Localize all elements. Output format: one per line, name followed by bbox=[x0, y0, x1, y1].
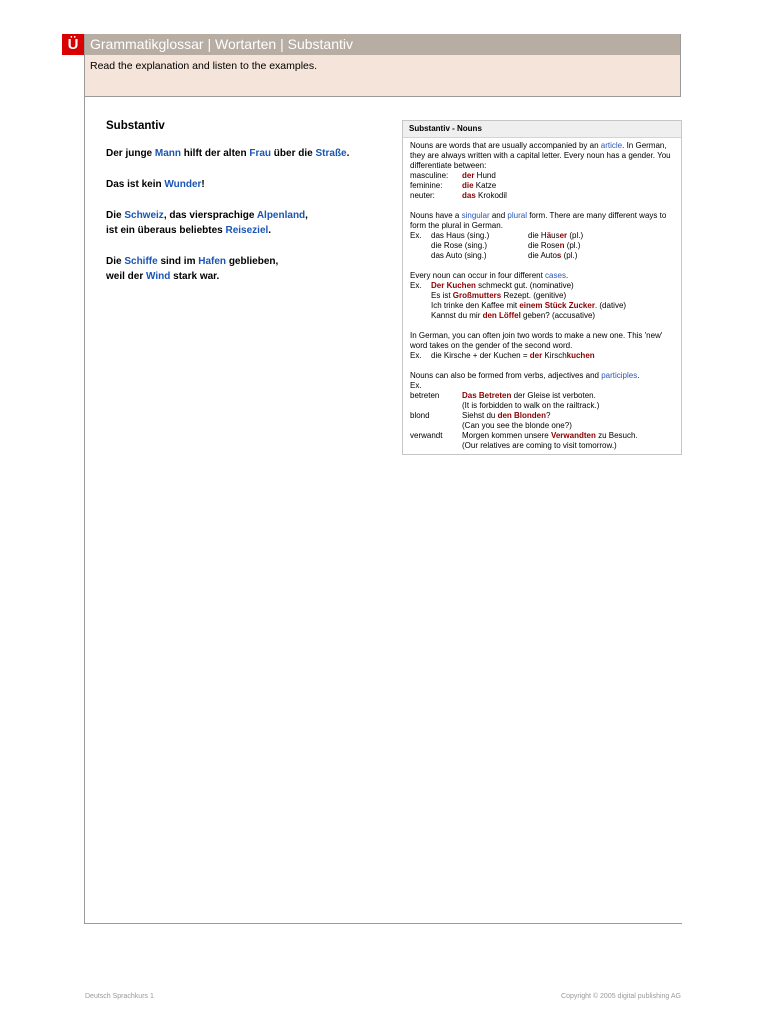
plural-link[interactable]: plural bbox=[507, 211, 527, 220]
text: Das ist kein bbox=[106, 179, 165, 190]
cases-link[interactable]: cases bbox=[545, 271, 566, 280]
singular-link[interactable]: singular bbox=[461, 211, 490, 220]
gender-row bbox=[410, 171, 675, 181]
noun-link-hafen[interactable]: Hafen bbox=[198, 256, 227, 267]
title-bar bbox=[85, 34, 681, 55]
compound-row: Ex. die Kirsche + der Kuchen = der Kirschkuchen bbox=[410, 351, 595, 360]
ex-label: Ex. bbox=[410, 231, 422, 240]
example-sentence-1 bbox=[106, 146, 386, 161]
noun-link-reiseziel[interactable]: Reiseziel bbox=[225, 225, 269, 236]
noun: Krokodil bbox=[475, 191, 507, 200]
text: , das viersprachige bbox=[163, 210, 257, 221]
plural-row bbox=[410, 251, 675, 261]
singular: das Haus (sing.) bbox=[431, 231, 490, 240]
article-link[interactable]: article bbox=[600, 141, 623, 150]
text: Every noun can occur in four different bbox=[410, 271, 546, 280]
noun: Hund bbox=[474, 171, 496, 180]
example-sentence-4b bbox=[106, 269, 386, 284]
text: . bbox=[637, 371, 640, 380]
instruction-text: Read the explanation and listen to the examples. bbox=[90, 60, 318, 72]
example-sentence-3 bbox=[106, 208, 386, 223]
ex-label: Ex. bbox=[410, 351, 422, 360]
noun: Katze bbox=[473, 181, 497, 190]
text: hilft der alten bbox=[181, 148, 250, 159]
footer-copyright: Copyright © 2005 digital publishing AG bbox=[561, 993, 681, 1000]
noun-link-mann[interactable]: Mann bbox=[154, 148, 182, 159]
text: Der junge bbox=[106, 148, 155, 159]
formation-translation: (It is forbidden to walk on the railtrack.) bbox=[462, 401, 600, 410]
text: . bbox=[565, 271, 569, 280]
case-row: Kannst du mir den Löffel geben? (accusative) bbox=[431, 311, 596, 320]
text: Die bbox=[106, 210, 125, 221]
text: weil der bbox=[106, 271, 147, 282]
text: . bbox=[268, 225, 272, 236]
text: Nouns are words that are usually accompanied by an bbox=[410, 141, 601, 150]
gender-row bbox=[410, 181, 675, 191]
singular: das Auto (sing.) bbox=[431, 251, 487, 260]
paragraph-plural bbox=[410, 211, 675, 231]
formation-translation: (Can you see the blonde one?) bbox=[462, 421, 572, 430]
text: Nouns have a bbox=[410, 211, 462, 220]
text: . bbox=[346, 148, 350, 159]
text: . In German, they are always written with a capital letter. Every noun has a gender. You differentiate between: bbox=[410, 141, 671, 170]
paragraph-formation bbox=[410, 371, 675, 381]
breadcrumb: Grammatikglossar | Wortarten | Substantiv bbox=[90, 36, 353, 52]
formation-row: betreten Das Betreten der Gleise ist verboten. bbox=[410, 391, 596, 400]
singular: die Rose (sing.) bbox=[431, 241, 488, 250]
paragraph-cases bbox=[410, 271, 675, 281]
info-box-title: Substantiv - Nouns bbox=[403, 121, 681, 138]
text: sind im bbox=[157, 256, 199, 267]
info-box-body bbox=[403, 138, 681, 451]
noun-link-wunder[interactable]: Wunder bbox=[164, 179, 202, 190]
examples-heading: Substantiv bbox=[106, 120, 165, 132]
exercise-badge: Ü bbox=[62, 34, 84, 55]
formation-translation: (Our relatives are coming to visit tomorrow.) bbox=[462, 441, 617, 450]
text: Die bbox=[106, 256, 125, 267]
text: ! bbox=[201, 179, 205, 190]
text: form. There are many different ways to form the plural in German. bbox=[410, 211, 667, 230]
gender-label: feminine: bbox=[410, 181, 443, 190]
text: and bbox=[489, 211, 508, 220]
gender-label: masculine: bbox=[410, 171, 449, 180]
formation-row: blond Siehst du den Blonden? bbox=[410, 411, 551, 420]
instruction-bar bbox=[85, 55, 681, 97]
noun-link-strasse[interactable]: Straße bbox=[315, 148, 347, 159]
case-row: Ex. Der Kuchen schmeckt gut. (nominative) bbox=[410, 281, 574, 290]
gender-row bbox=[410, 191, 675, 201]
footer-course-title: Deutsch Sprachkurs 1 bbox=[85, 993, 154, 1000]
paragraph-gender bbox=[410, 141, 675, 171]
text: über die bbox=[271, 148, 316, 159]
ex-label: Ex. bbox=[410, 381, 422, 390]
article: der bbox=[462, 171, 475, 180]
plural-row bbox=[410, 241, 675, 251]
plural: die Autos (pl.) bbox=[528, 251, 578, 260]
base-word: verwandt bbox=[410, 431, 443, 440]
noun-link-wind[interactable]: Wind bbox=[146, 271, 171, 282]
text: Nouns can also be formed from verbs, adjectives and bbox=[410, 371, 602, 380]
text: stark war. bbox=[170, 271, 220, 282]
text: ist ein überaus beliebtes bbox=[106, 225, 226, 236]
info-box bbox=[402, 120, 682, 455]
example-sentence-4 bbox=[106, 254, 386, 269]
gender-label: neuter: bbox=[410, 191, 435, 200]
participles-link[interactable]: participles bbox=[601, 371, 638, 380]
base-word: betreten bbox=[410, 391, 440, 400]
noun-link-frau[interactable]: Frau bbox=[249, 148, 272, 159]
noun-link-schiffe[interactable]: Schiffe bbox=[124, 256, 158, 267]
plural: die Rosen (pl.) bbox=[528, 241, 581, 250]
article: das bbox=[462, 191, 476, 200]
example-sentence-3b bbox=[106, 223, 386, 238]
plural: die Häuser (pl.) bbox=[528, 231, 584, 240]
example-sentence-2 bbox=[106, 177, 386, 192]
noun-link-alpenland[interactable]: Alpenland bbox=[256, 210, 306, 221]
examples-panel bbox=[106, 120, 386, 284]
formation-row: verwandt Morgen kommen unsere Verwandten zu Besuch. bbox=[410, 431, 638, 440]
plural-row bbox=[410, 231, 675, 241]
article: die bbox=[462, 181, 474, 190]
paragraph-compound: In German, you can often join two words to make a new one. This 'new' word takes on the gender of the second word. bbox=[410, 331, 663, 350]
base-word: blond bbox=[410, 411, 430, 420]
noun-link-schweiz[interactable]: Schweiz bbox=[124, 210, 164, 221]
text: geblieben, bbox=[226, 256, 279, 267]
ex-label: Ex. bbox=[410, 281, 422, 290]
text: , bbox=[305, 210, 308, 221]
case-row: Es ist Großmutters Rezept. (genitive) bbox=[431, 291, 567, 300]
case-row: Ich trinke den Kaffee mit einem Stück Zucker. (dative) bbox=[431, 301, 627, 310]
